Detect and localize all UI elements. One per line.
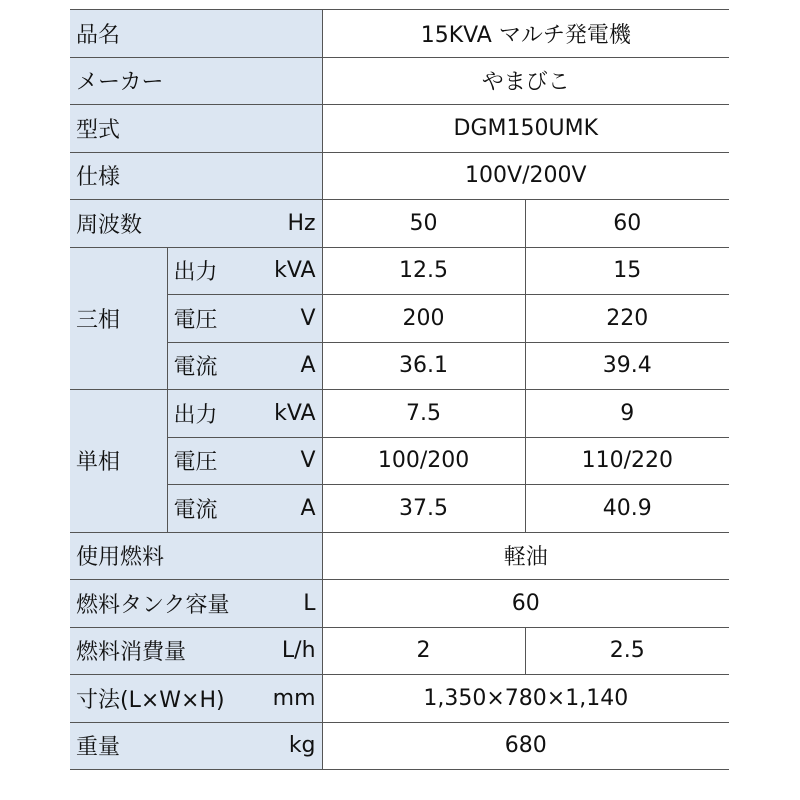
unit-frequency: Hz bbox=[262, 200, 322, 248]
row-three-phase-output bbox=[70, 247, 729, 295]
label-frequency: 周波数 bbox=[70, 200, 262, 248]
row-three-phase-current bbox=[70, 342, 729, 390]
label-tank: 燃料タンク容量 bbox=[70, 580, 262, 628]
label-consumption: 燃料消費量 bbox=[70, 627, 262, 675]
spec-table bbox=[70, 9, 729, 770]
unit-three-phase-voltage: V bbox=[262, 295, 322, 343]
value-single-phase-voltage-60: 110/220 bbox=[525, 437, 729, 485]
value-three-phase-voltage-50: 200 bbox=[322, 295, 525, 343]
value-consumption-50: 2 bbox=[322, 627, 525, 675]
value-single-phase-current-60: 40.9 bbox=[525, 485, 729, 533]
value-frequency-60: 60 bbox=[525, 200, 729, 248]
value-single-phase-voltage-50: 100/200 bbox=[322, 437, 525, 485]
row-maker bbox=[70, 57, 729, 105]
row-single-phase-voltage bbox=[70, 437, 729, 485]
value-product-name: 15KVA マルチ発電機 bbox=[322, 10, 729, 58]
row-product-name bbox=[70, 10, 729, 58]
value-fuel: 軽油 bbox=[322, 532, 729, 580]
row-tank bbox=[70, 580, 729, 628]
row-single-phase-current bbox=[70, 485, 729, 533]
row-single-phase-output bbox=[70, 390, 729, 438]
unit-three-phase-output: kVA bbox=[262, 247, 322, 295]
row-three-phase-voltage bbox=[70, 295, 729, 343]
value-tank: 60 bbox=[322, 580, 729, 628]
label-three-phase-current: 電流 bbox=[167, 342, 262, 390]
value-three-phase-current-50: 36.1 bbox=[322, 342, 525, 390]
row-frequency bbox=[70, 200, 729, 248]
value-maker: やまびこ bbox=[322, 57, 729, 105]
value-single-phase-output-60: 9 bbox=[525, 390, 729, 438]
unit-consumption: L/h bbox=[262, 627, 322, 675]
label-fuel: 使用燃料 bbox=[70, 532, 322, 580]
value-consumption-60: 2.5 bbox=[525, 627, 729, 675]
value-dimensions: 1,350×780×1,140 bbox=[322, 675, 729, 723]
unit-single-phase-output: kVA bbox=[262, 390, 322, 438]
value-three-phase-current-60: 39.4 bbox=[525, 342, 729, 390]
row-spec bbox=[70, 152, 729, 200]
label-single-phase-voltage: 電圧 bbox=[167, 437, 262, 485]
label-single-phase-output: 出力 bbox=[167, 390, 262, 438]
label-single-phase: 単相 bbox=[70, 390, 167, 533]
label-three-phase-output: 出力 bbox=[167, 247, 262, 295]
unit-three-phase-current: A bbox=[262, 342, 322, 390]
row-model bbox=[70, 105, 729, 153]
value-spec: 100V/200V bbox=[322, 152, 729, 200]
label-three-phase: 三相 bbox=[70, 247, 167, 390]
label-weight: 重量 bbox=[70, 722, 262, 770]
value-three-phase-output-50: 12.5 bbox=[322, 247, 525, 295]
label-product-name: 品名 bbox=[70, 10, 322, 58]
label-model: 型式 bbox=[70, 105, 322, 153]
unit-single-phase-voltage: V bbox=[262, 437, 322, 485]
unit-dimensions: mm bbox=[262, 675, 322, 723]
value-three-phase-output-60: 15 bbox=[525, 247, 729, 295]
label-maker: メーカー bbox=[70, 57, 322, 105]
row-consumption bbox=[70, 627, 729, 675]
value-three-phase-voltage-60: 220 bbox=[525, 295, 729, 343]
label-three-phase-voltage: 電圧 bbox=[167, 295, 262, 343]
label-dimensions: 寸法(L×W×H) bbox=[70, 675, 262, 723]
value-weight: 680 bbox=[322, 722, 729, 770]
unit-single-phase-current: A bbox=[262, 485, 322, 533]
unit-tank: L bbox=[262, 580, 322, 628]
unit-weight: kg bbox=[262, 722, 322, 770]
value-single-phase-output-50: 7.5 bbox=[322, 390, 525, 438]
value-single-phase-current-50: 37.5 bbox=[322, 485, 525, 533]
row-dimensions bbox=[70, 675, 729, 723]
label-spec: 仕様 bbox=[70, 152, 322, 200]
value-model: DGM150UMK bbox=[322, 105, 729, 153]
value-frequency-50: 50 bbox=[322, 200, 525, 248]
row-fuel bbox=[70, 532, 729, 580]
label-single-phase-current: 電流 bbox=[167, 485, 262, 533]
row-weight bbox=[70, 722, 729, 770]
